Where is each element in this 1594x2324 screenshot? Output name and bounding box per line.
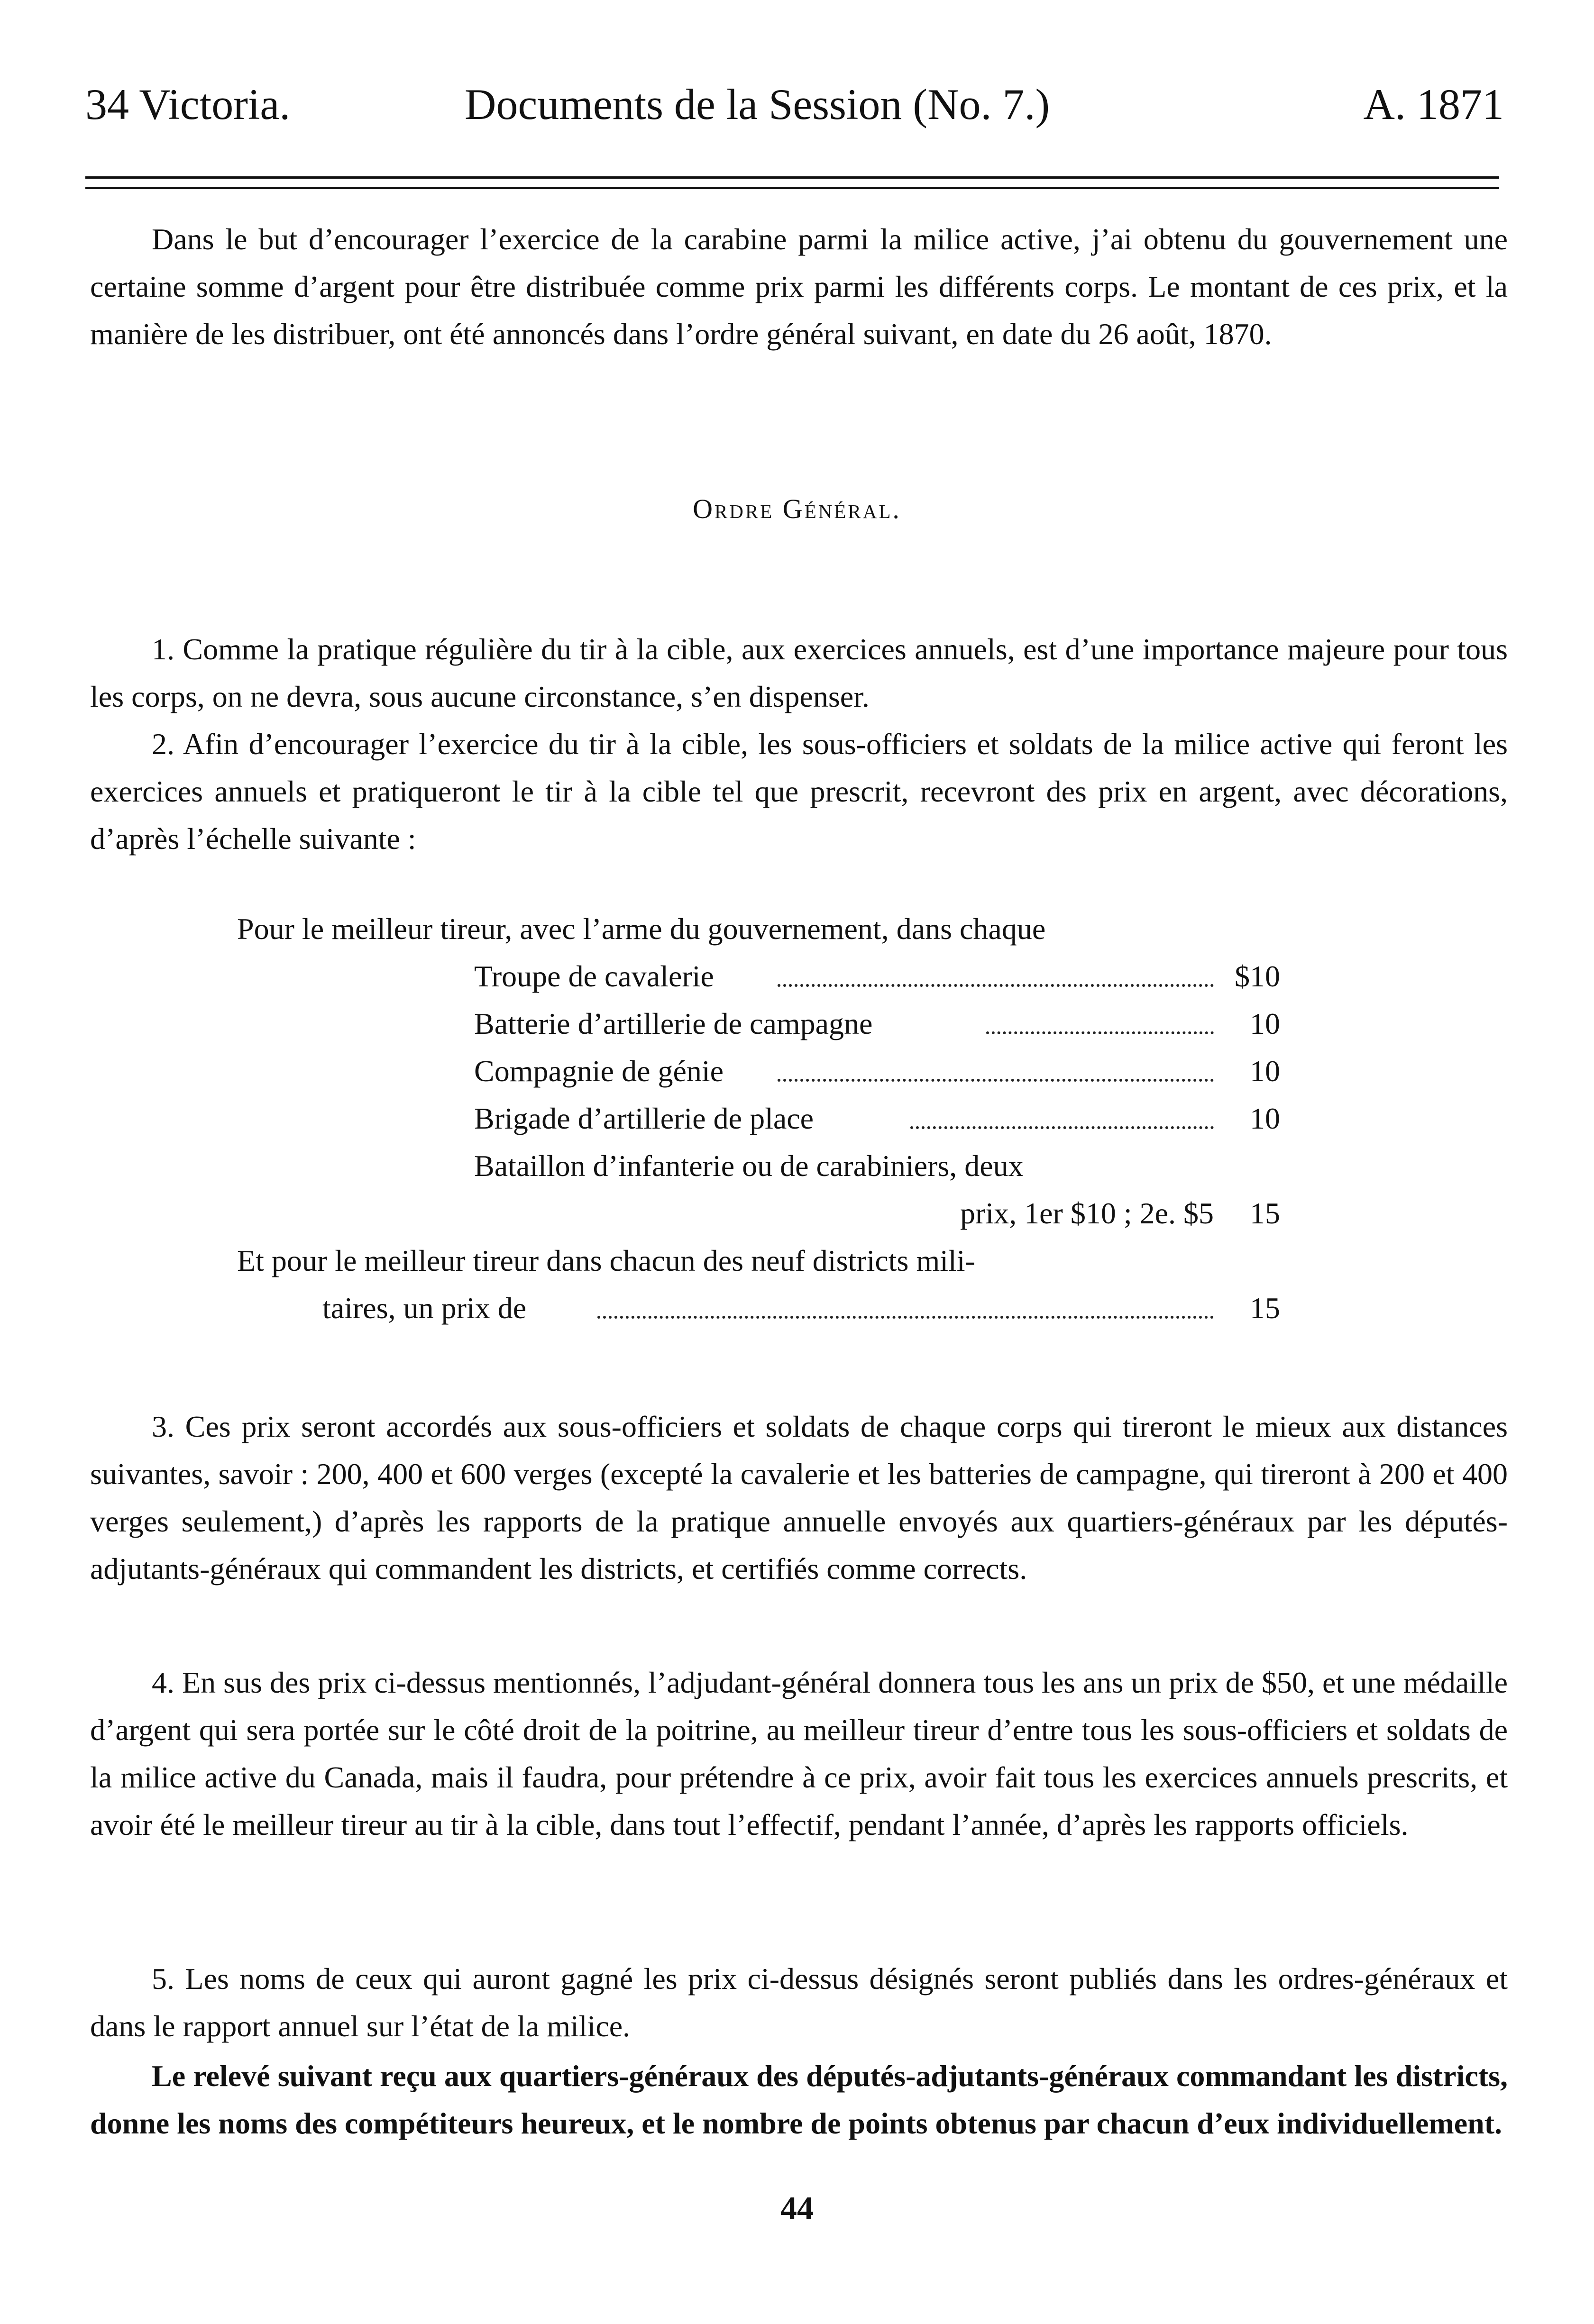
header-volume: 34 Victoria. (85, 80, 291, 128)
scale-amount: 10 (1250, 1007, 1280, 1040)
scale-intro: Pour le meilleur tireur, avec l’arme du gouvernement, dans chaque (237, 912, 1046, 946)
scale-label: Brigade d’artillerie de place (474, 1102, 814, 1135)
header-rule-bottom (85, 187, 1499, 189)
article-4: 4. En sus des prix ci-dessus mentionnés, l’adjudant-général donnera tous les ans un prix de $50, et une médaille d’argent qui sera portée sur le côté droit de la poitrine, au meilleur tireur d’entre tous les sous-officiers et soldats de la milice active du Canada, mais il faudra, pour prétendre à ce prix, avoir fait tous les exercices annuels prescrits, et avoir été le meilleur tireur au tir à la cible, dans tout l’effectif, pendant l’année, d’après les rapports officiels. (90, 1666, 1508, 1841)
scale-amount: 10 (1250, 1102, 1280, 1135)
scale-row (237, 1048, 1280, 1095)
articles-1-2 (90, 626, 1508, 863)
page-number: 44 (780, 2190, 814, 2227)
scale-label: taires, un prix de (322, 1291, 527, 1325)
scale-amount: 15 (1250, 1291, 1280, 1325)
dot-leader (778, 1079, 1214, 1082)
scale-label: Troupe de cavalerie (474, 959, 714, 993)
scale-label: Et pour le meilleur tireur dans chacun des neuf districts mili- (237, 1244, 975, 1277)
scale-amount: 10 (1250, 1054, 1280, 1088)
dot-leader (597, 1316, 1214, 1319)
header-year: A. 1871 (1363, 80, 1504, 128)
scale-row (237, 1237, 1280, 1285)
article-1: 1. Comme la pratique régulière du tir à la cible, aux exercices annuels, est d’une importance majeure pour tous les corps, on ne devra, sous aucune circonstance, s’en dispenser. (90, 632, 1508, 713)
scale-row (237, 1000, 1280, 1048)
scale-amount: $10 (1235, 959, 1280, 993)
scale-row (237, 1095, 1280, 1142)
releve-block (90, 2052, 1508, 2147)
intro-block (90, 216, 1508, 358)
intro-paragraph: Dans le but d’encourager l’exercice de la carabine parmi la milice active, j’ai obtenu du gouvernement une certaine somme d’argent pour être distribuée comme prix parmi les différents corps. Le montant de ces prix, et la manière de les distribuer, ont été annoncés dans l’ordre général suivant, en date du 26 août, 1870. (90, 222, 1508, 351)
scale-row (237, 1285, 1280, 1332)
scale-label: Compagnie de génie (474, 1054, 724, 1088)
prize-scale (237, 905, 1280, 1332)
article-5-block (90, 1955, 1508, 2050)
scale-label: Bataillon d’infanterie ou de carabiniers, deux (474, 1149, 1024, 1183)
scale-label: prix, 1er $10 ; 2e. $5 (960, 1196, 1214, 1230)
scale-label: Batterie d’artillerie de campagne (474, 1007, 873, 1040)
article-5: 5. Les noms de ceux qui auront gagné les prix ci-dessus désignés seront publiés dans les ordres-généraux et dans le rapport annuel sur l’état de la milice. (90, 1962, 1508, 2043)
article-3: 3. Ces prix seront accordés aux sous-officiers et soldats de chaque corps qui tireront le mieux aux distances suivantes, savoir : 200, 400 et 600 verges (excepté la cavalerie et les batteries de campagne, qui tireront à 200 et 400 verges seulement,) d’après les rapports de la pratique annuelle envoyés aux quartiers-généraux par les députés-adjutants-généraux qui commandent les districts, et certifiés comme corrects. (90, 1410, 1508, 1586)
section-heading: Ordre Général. (693, 493, 901, 524)
header-title: Documents de la Session (No. 7.) (465, 80, 1050, 128)
releve-paragraph: Le relevé suivant reçu aux quartiers-généraux des députés-adjutants-généraux commandant les districts, donne les noms des compétiteurs heureux, et le nombre de points obtenus par chacun d’eux individuellement. (90, 2059, 1508, 2140)
scale-row (237, 1142, 1280, 1190)
article-2: 2. Afin d’encourager l’exercice du tir à la cible, les sous-officiers et soldats de la milice active qui feront les exercices annuels et pratiqueront le tir à la cible tel que prescrit, recevront des prix en argent, avec décorations, d’après l’échelle suivante : (90, 727, 1508, 856)
running-header (85, 71, 1504, 137)
dot-leader (778, 984, 1214, 987)
scale-amount: 15 (1250, 1196, 1280, 1230)
scale-row (237, 953, 1280, 1000)
dot-leader (910, 1126, 1214, 1129)
article-3-block (90, 1403, 1508, 1593)
article-4-block (90, 1659, 1508, 1849)
dot-leader (986, 1031, 1214, 1034)
header-rule-top (85, 176, 1499, 179)
scale-row (237, 1190, 1280, 1237)
